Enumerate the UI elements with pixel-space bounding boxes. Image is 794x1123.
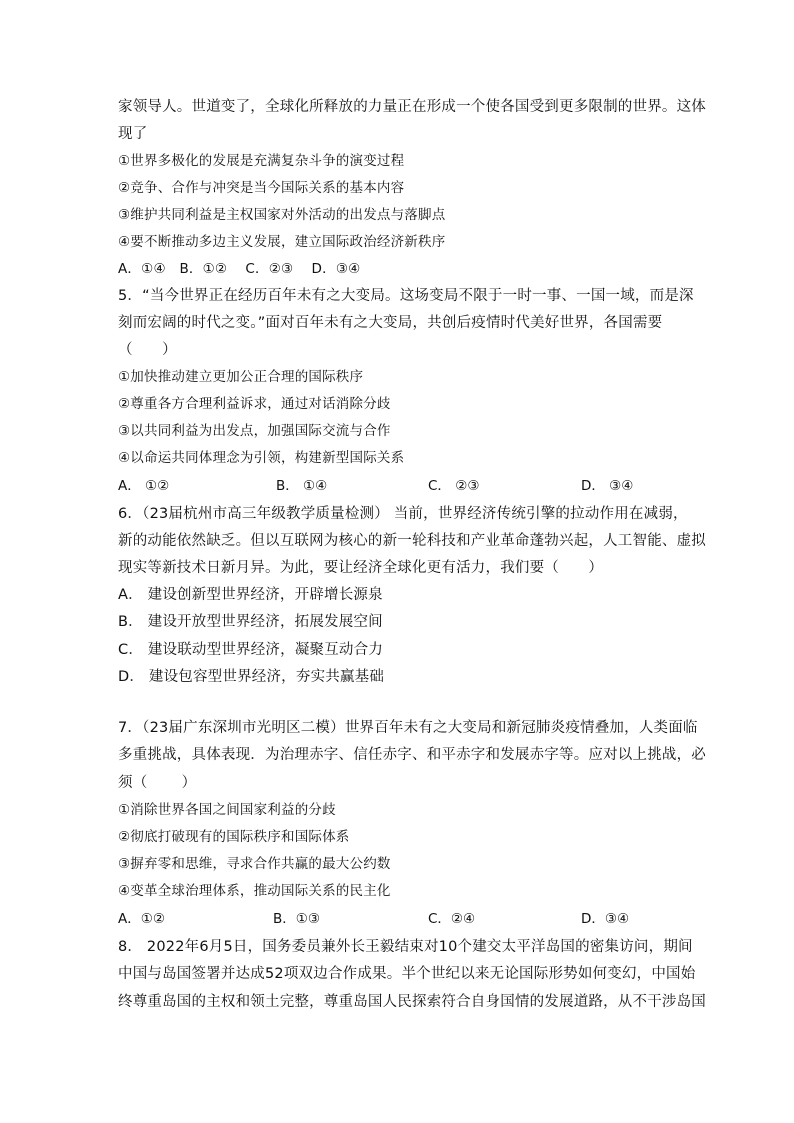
q6-stem-line-1: 6．（23届杭州市高三年级教学质量检测） 当前，世界经济传统引擎的拉动作用在减弱， — [118, 506, 688, 522]
q5-choice-d: D． ③④ — [581, 478, 634, 494]
q5-answer-choices — [118, 476, 658, 496]
q7-choice-d: D．③④ — [581, 911, 630, 927]
q7-statement-1: ①消除世界各国之间国家利益的分歧 — [118, 802, 336, 818]
q5-statement-4: ④以命运共同体理念为引领，构建新型国际关系 — [118, 450, 405, 466]
q7-choice-a: A．①② — [118, 911, 165, 927]
q4-stem-line-1: 家领导人。世道变了，全球化所释放的力量正在形成一个使各国受到更多限制的世界。这体 — [118, 99, 706, 115]
q7-choice-b: B．①③ — [273, 911, 320, 927]
q7-stem-line-3: 须（ ） — [118, 775, 197, 791]
q8-stem-line-3: 终尊重岛国的主权和领土完整，尊重岛国人民探索符合自身国情的发展道路，从不干涉岛国 — [118, 994, 706, 1010]
q7-statement-2: ②彻底打破现有的国际秩序和国际体系 — [118, 829, 350, 845]
q5-statement-3: ③以共同利益为出发点，加强国际交流与合作 — [118, 423, 391, 439]
q5-stem-line-2: 刻而宏阔的时代之变。”面对百年未有之大变局，共创后疫情时代美好世界，各国需要 — [118, 315, 663, 331]
q5-statement-1: ①加快推动建立更加公正合理的国际秩序 — [118, 369, 364, 385]
q8-stem-line-1: 8． 2022年6月5日，国务委员兼外长王毅结束对10个建交太平洋岛国的密集访问，期间 — [118, 939, 693, 955]
q5-statement-2: ②尊重各方合理利益诉求，通过对话消除分歧 — [118, 396, 391, 412]
q5-choice-b: B． ①④ — [276, 478, 328, 494]
q7-answer-choices — [118, 909, 658, 929]
q5-choice-a: A． ①② — [118, 478, 170, 494]
q6-choice-c: C． 建设联动型世界经济，凝聚互动合力 — [118, 642, 384, 658]
q4-statement-3: ③维护共同利益是主权国家对外活动的出发点与落脚点 — [118, 207, 446, 223]
q7-statement-3: ③摒弃零和思维，寻求合作共赢的最大公约数 — [118, 856, 391, 872]
q5-stem-line-1: 5．“当今世界正在经历百年未有之大变局。这场变局不限于一时一事、一国一域，而是深 — [118, 288, 694, 304]
q4-statement-4: ④要不断推动多边主义发展，建立国际政治经济新秩序 — [118, 234, 446, 250]
q6-stem-line-2: 新的动能依然缺乏。但以互联网为核心的新一轮科技和产业革命蓬勃兴起，人工智能、虚拟 — [118, 533, 706, 549]
q5-answer-blank: （ ） — [118, 342, 177, 358]
q4-stem-line-2: 现了 — [118, 126, 148, 142]
q7-stem-line-2: 多重挑战，具体表现．为治理赤字、信任赤字、和平赤字和发展赤字等。应对以上挑战，必 — [118, 747, 706, 763]
q6-stem-line-3: 现实等新技术日新月异。为此，要让经济全球化更有活力，我们要（ ） — [118, 560, 604, 576]
q6-choice-b: B． 建设开放型世界经济，拓展发展空间 — [118, 614, 383, 630]
q4-statement-2: ②竞争、合作与冲突是当今国际关系的基本内容 — [118, 180, 405, 196]
q6-choice-d: D． 建设包容型世界经济，夯实共赢基础 — [118, 669, 385, 685]
q4-answer-choices: A．①④ B．①② C．②③ D．③④ — [118, 261, 361, 277]
q8-stem-line-2: 中国与岛国签署并达成52项双边合作成果。半个世纪以来无论国际形势如何变幻，中国始 — [118, 966, 696, 982]
q5-choice-c: C． ②③ — [428, 478, 480, 494]
q7-choice-c: C．②④ — [428, 911, 476, 927]
q7-statement-4: ④变革全球治理体系，推动国际关系的民主化 — [118, 883, 391, 899]
q4-statement-1: ①世界多极化的发展是充满复杂斗争的演变过程 — [118, 153, 405, 169]
q6-choice-a: A． 建设创新型世界经济，开辟增长源泉 — [118, 587, 383, 603]
q7-stem-line-1: 7．（23届广东深圳市光明区二模）世界百年未有之大变局和新冠肺炎疫情叠加，人类面临 — [118, 720, 698, 736]
